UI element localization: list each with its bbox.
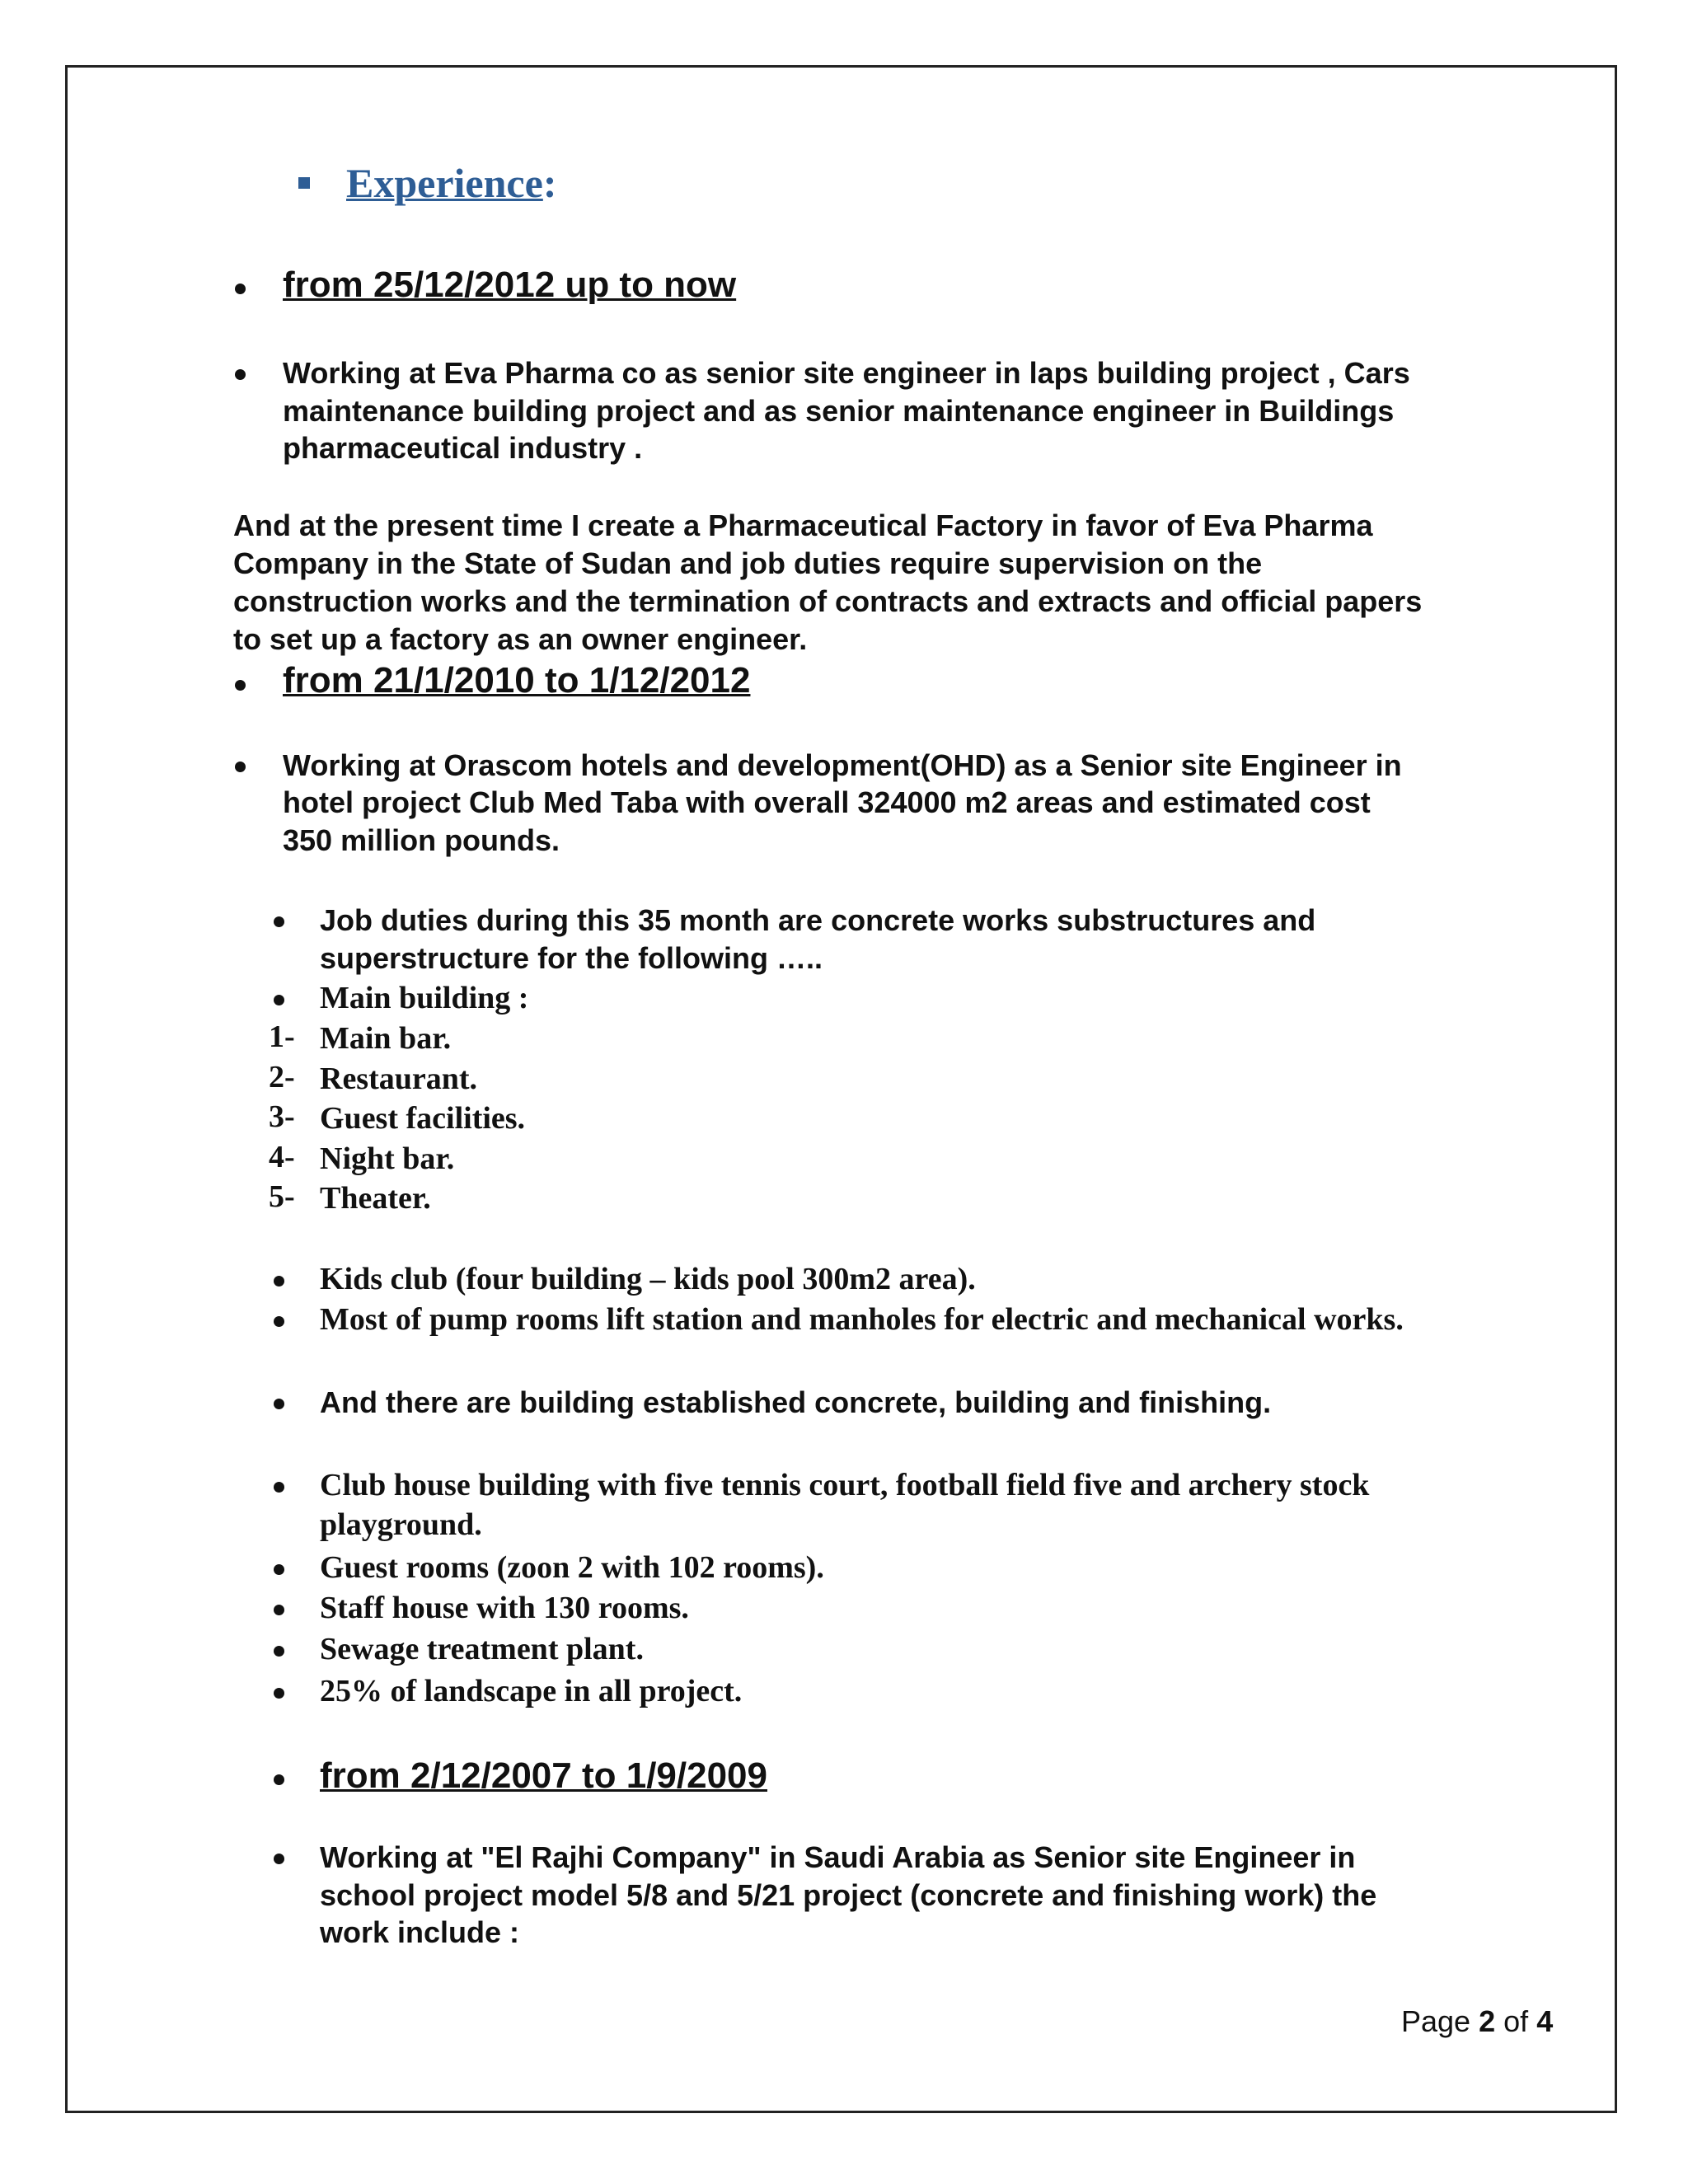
- section-title: Experience: [346, 160, 543, 206]
- job-description-line: hotel project Club Med Taba with overall 324000 m2 areas and estimated cost: [283, 785, 1371, 819]
- list-number: 1-: [269, 1019, 295, 1054]
- job-description-line: Working at "El Rajhi Company" in Saudi Arabia as Senior site Engineer in: [320, 1840, 1356, 1874]
- bullet-icon: [274, 1316, 284, 1327]
- main-building-label: Main building :: [320, 981, 529, 1015]
- bullet-icon: [274, 1276, 284, 1286]
- job-description-line: Working at Eva Pharma co as senior site engineer in laps building project , Cars: [283, 356, 1410, 390]
- job-period: from 2/12/2007 to 1/9/2009: [320, 1755, 767, 1796]
- bullet-icon: [274, 1605, 284, 1615]
- bullet-icon: [274, 1646, 284, 1657]
- job-description-line: 350 million pounds.: [283, 823, 560, 857]
- list-number: 5-: [269, 1179, 295, 1214]
- bullet-icon: [274, 1774, 284, 1785]
- job-description-line: Working at Orascom hotels and development(OHD) as a Senior site Engineer in: [283, 748, 1402, 782]
- job-period: from 21/1/2010 to 1/12/2012: [283, 660, 751, 701]
- job-period: from 25/12/2012 up to now: [283, 265, 737, 305]
- list-number: 2-: [269, 1060, 295, 1094]
- of-word: of: [1503, 2004, 1529, 2038]
- facility-item: 25% of landscape in all project.: [320, 1674, 743, 1708]
- project-item: Kids club (four building – kids pool 300m2 area).: [320, 1262, 976, 1296]
- section-heading: [298, 158, 556, 208]
- bullet-icon: [235, 284, 246, 294]
- section-title-colon: :: [542, 160, 557, 206]
- job-paragraph-line: to set up a factory as an owner engineer.: [233, 622, 808, 656]
- main-building-item: Night bar.: [320, 1141, 455, 1176]
- duties-line: superstructure for the following …..: [320, 941, 823, 975]
- established-note: And there are building established concrete, building and finishing.: [320, 1385, 1272, 1419]
- bullet-icon: [274, 1854, 284, 1864]
- facility-item: Staff house with 130 rooms.: [320, 1591, 689, 1625]
- bullet-icon: [274, 1482, 284, 1493]
- main-building-item: Main bar.: [320, 1021, 452, 1056]
- job-description-line: pharmaceutical industry .: [283, 431, 643, 465]
- job-description-line: work include :: [320, 1915, 520, 1949]
- bullet-icon: [235, 369, 246, 380]
- job-description-line: school project model 5/8 and 5/21 project (concrete and finishing work) the: [320, 1878, 1377, 1912]
- bullet-icon: [274, 1399, 284, 1409]
- current-page: 2: [1479, 2004, 1496, 2038]
- main-building-item: Theater.: [320, 1181, 431, 1216]
- bullet-icon: [274, 916, 284, 927]
- main-building-item: Guest facilities.: [320, 1101, 526, 1136]
- club-house-line: Club house building with five tennis court, football field five and archery stock: [320, 1468, 1370, 1502]
- main-building-item: Restaurant.: [320, 1062, 478, 1096]
- total-pages: 4: [1536, 2004, 1554, 2038]
- page-word: Page: [1401, 2004, 1471, 2038]
- list-number: 4-: [269, 1140, 295, 1174]
- bullet-icon: [274, 995, 284, 1005]
- duties-line: Job duties during this 35 month are concrete works substructures and: [320, 903, 1316, 937]
- list-number: 3-: [269, 1099, 295, 1134]
- bullet-icon: [235, 680, 246, 691]
- job-description-line: maintenance building project and as senior maintenance engineer in Buildings: [283, 394, 1395, 428]
- project-item: Most of pump rooms lift station and manholes for electric and mechanical works.: [320, 1302, 1404, 1337]
- page-number: [1401, 2004, 1553, 2039]
- facility-item: Guest rooms (zoon 2 with 102 rooms).: [320, 1550, 824, 1585]
- job-paragraph-line: construction works and the termination of contracts and extracts and official papers: [233, 584, 1423, 618]
- bullet-icon: [235, 762, 246, 772]
- job-paragraph-line: And at the present time I create a Pharmaceutical Factory in favor of Eva Pharma: [233, 509, 1373, 542]
- club-house-line: playground.: [320, 1507, 482, 1542]
- job-paragraph-line: Company in the State of Sudan and job duties require supervision on the: [233, 546, 1263, 580]
- square-bullet-icon: [298, 177, 310, 189]
- bullet-icon: [274, 1688, 284, 1699]
- facility-item: Sewage treatment plant.: [320, 1632, 644, 1666]
- bullet-icon: [274, 1564, 284, 1575]
